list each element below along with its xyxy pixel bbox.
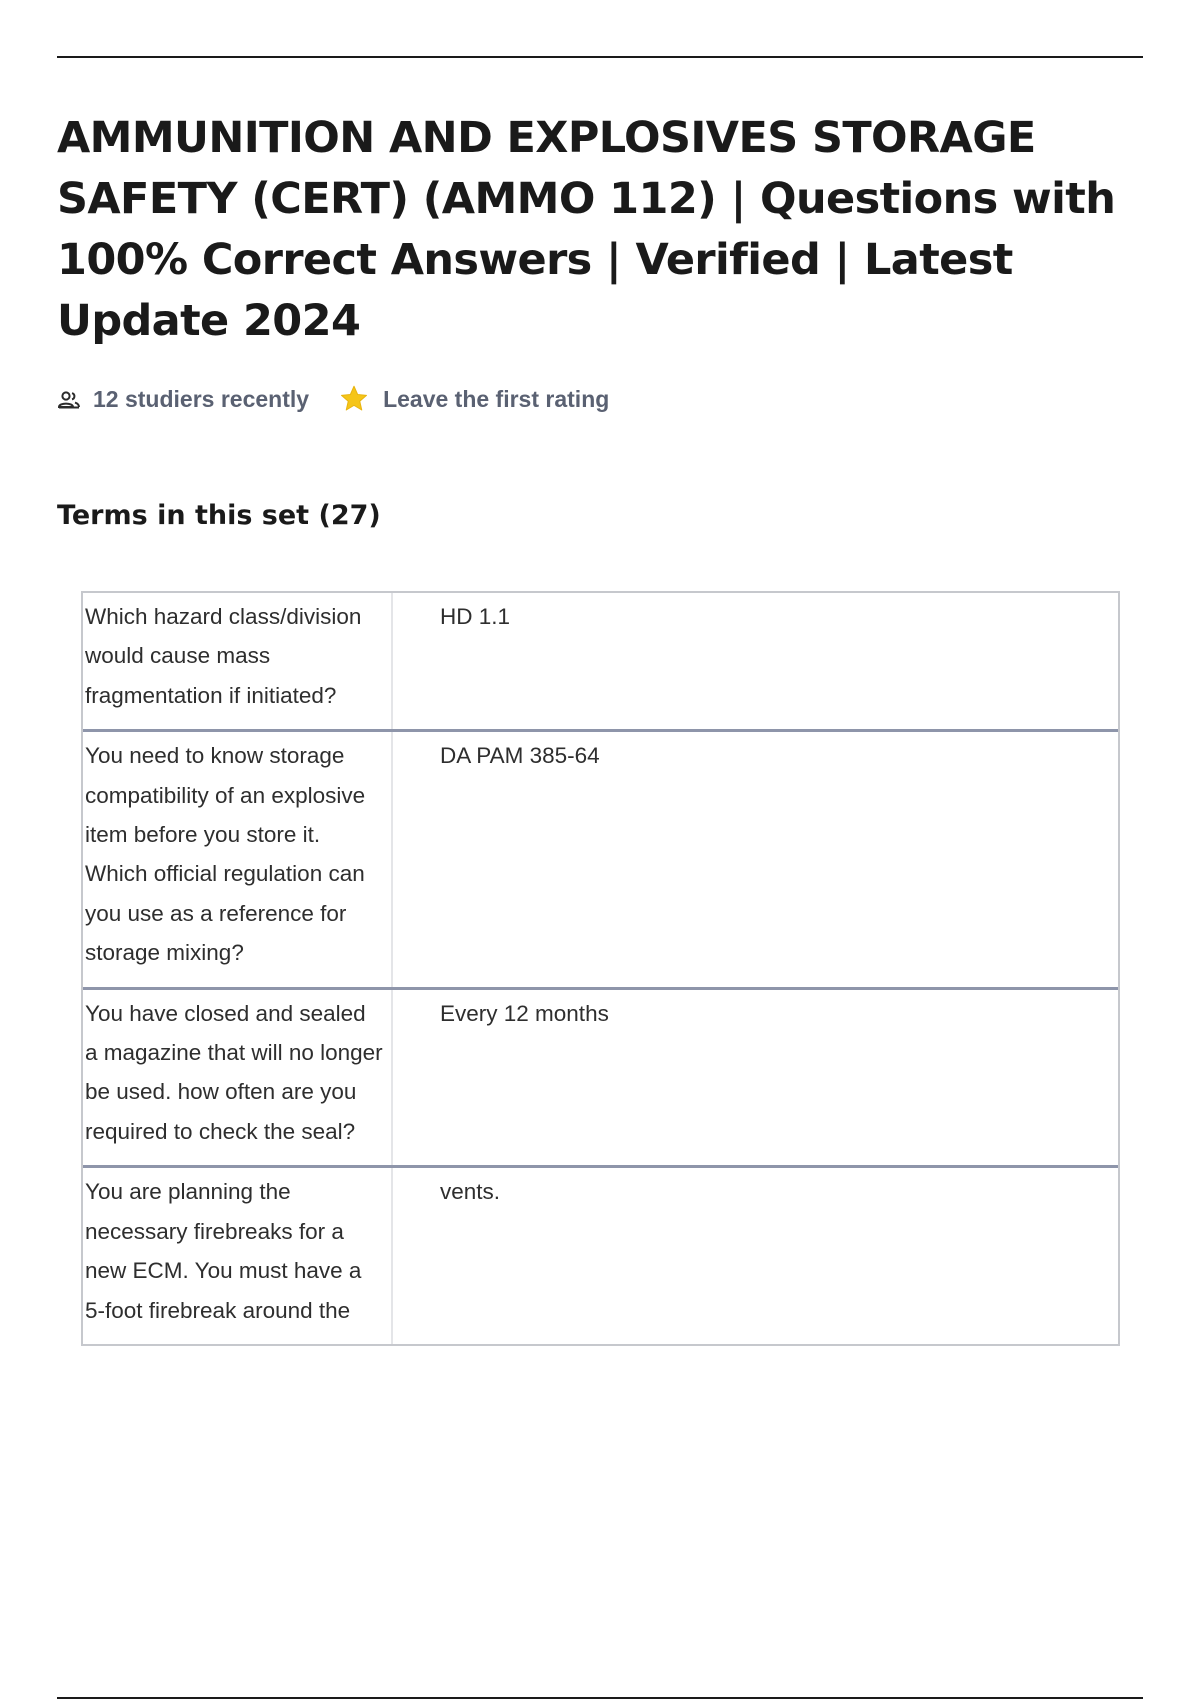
studiers-count: 12 studiers recently	[93, 385, 310, 412]
term-question: You have closed and sealed a magazine that will no longer be used. how often are you required to check the seal?	[83, 990, 393, 1166]
bottom-rule	[57, 1697, 1143, 1699]
section-title: Terms in this set (27)	[57, 500, 381, 531]
term-question: Which hazard class/division would cause mass fragmentation if initiated?	[83, 593, 393, 729]
term-answer: vents.	[440, 1179, 501, 1205]
terms-table	[81, 591, 1120, 1346]
term-answer: HD 1.1	[440, 604, 511, 629]
term-row	[83, 593, 1118, 729]
page-title: AMMUNITION AND EXPLOSIVES STORAGE SAFETY (CERT) (AMMO 112) | Questions with 100% Correct Answers | Verified | Latest Update 2024	[57, 113, 1116, 346]
top-rule	[57, 56, 1143, 58]
term-row	[83, 729, 1118, 986]
term-question: You are planning the necessary firebreaks for a new ECM. You must have a 5-foot firebreak around the	[83, 1168, 393, 1344]
term-question: You need to know storage compatibility of an explosive item before you store it. Which official regulation can you use as a reference for storage mixing?	[83, 732, 393, 986]
star-icon[interactable]	[339, 384, 369, 414]
term-answer: Every 12 months	[440, 1000, 609, 1026]
users-icon	[57, 389, 81, 409]
term-answer: DA PAM 385-64	[440, 743, 600, 769]
set-meta	[57, 382, 609, 416]
term-row	[83, 1165, 1118, 1344]
term-row	[83, 987, 1118, 1166]
rate-link[interactable]: Leave the first rating	[383, 385, 610, 412]
